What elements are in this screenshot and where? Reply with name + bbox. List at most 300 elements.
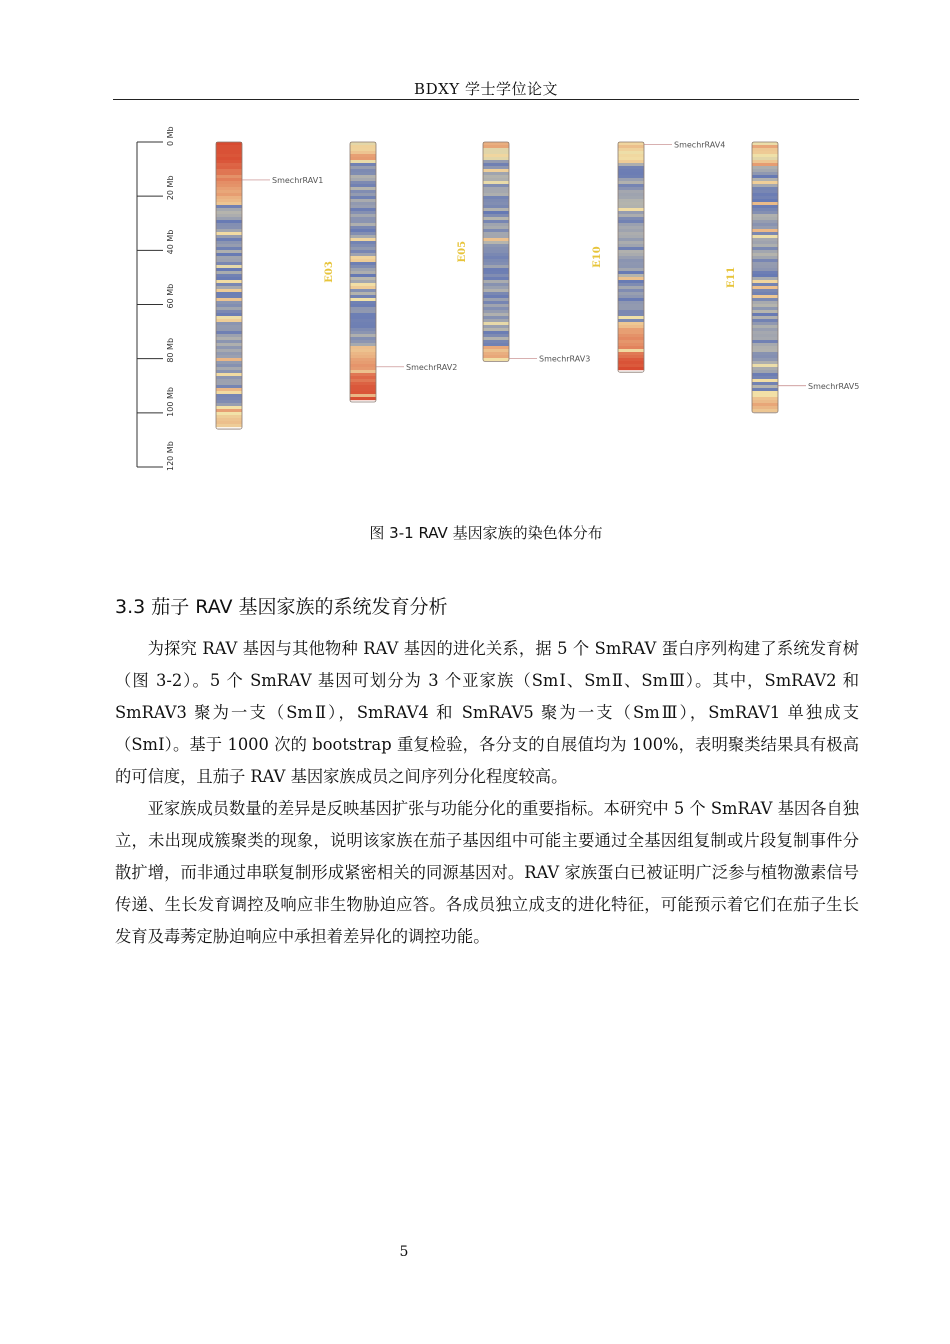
chromosome-band	[216, 361, 242, 364]
chromosome-band	[350, 226, 376, 229]
chromosome-band	[483, 151, 509, 154]
chromosome-band	[618, 298, 644, 301]
chromosome-band	[752, 172, 778, 175]
paragraph: 亚家族成员数量的差异是反映基因扩张与功能分化的重要指标。本研究中 5 个 SmRAV 基因各自独立，未出现成簇聚类的现象，说明该家族在茄子基因组中可能主要通过全基因组复制或片段复制事件分散扩增，而非通过串联复制形成紧密相关的同源基因对。RAV 家族蛋白已被证明广泛参与植物激素信号传递、生长发育调控及响应非生物胁迫应答。各成员独立成支的进化特征，可能预示着它们在茄子生长发育及毒莠定胁迫响应中承担着差异化的调控功能。	[115, 799, 859, 946]
chromosome-band	[752, 271, 778, 274]
chromosome-band	[752, 391, 778, 394]
chromosome-band	[752, 181, 778, 184]
chromosome-band	[350, 364, 376, 367]
chromosome-band	[216, 166, 242, 169]
chromosome-band	[752, 379, 778, 382]
chromosome-band	[483, 295, 509, 298]
chromosome-band	[752, 211, 778, 214]
chromosome-band	[216, 259, 242, 262]
chromosome-band	[752, 232, 778, 235]
chromosome-band	[216, 205, 242, 208]
chromosome-band	[350, 166, 376, 169]
chromosome-band	[216, 151, 242, 154]
chromosome-band	[752, 403, 778, 406]
chromosome-band	[216, 352, 242, 355]
chromosome-band	[752, 385, 778, 388]
chromosome-band	[350, 373, 376, 376]
chromosome-band	[618, 343, 644, 346]
chromosome-band	[752, 409, 778, 412]
chromosome-band	[483, 316, 509, 319]
chromosome-band	[216, 298, 242, 301]
chromosome-band	[216, 343, 242, 346]
chromosome-band	[216, 394, 242, 397]
chromosome-band	[483, 238, 509, 241]
chromosome-band	[618, 208, 644, 211]
chromosome-band	[350, 340, 376, 343]
chromosome-band	[618, 307, 644, 310]
chromosome-band	[483, 349, 509, 352]
chromosome-band	[618, 220, 644, 223]
chromosome-band	[618, 262, 644, 265]
chromosome-band	[618, 331, 644, 334]
chromosome-band	[752, 289, 778, 292]
chromosome-band	[618, 157, 644, 160]
chromosome-label: E11	[726, 266, 737, 289]
chromosome-band	[350, 286, 376, 289]
chromosome-band	[483, 331, 509, 334]
chromosome-band	[483, 187, 509, 190]
chromosome-band	[483, 319, 509, 322]
chromosome-band	[752, 151, 778, 154]
chromosome-band	[216, 424, 242, 427]
chromosome-band	[216, 244, 242, 247]
chromosome-band	[216, 385, 242, 388]
chromosome-band	[752, 400, 778, 403]
page-number: 5	[399, 1244, 409, 1260]
chromosome-band	[216, 367, 242, 370]
chromosome-band	[350, 337, 376, 340]
chromosome-band	[216, 370, 242, 373]
chromosome-band	[216, 346, 242, 349]
chromosome-band	[350, 331, 376, 334]
chromosome-band	[350, 253, 376, 256]
chromosome-band	[618, 277, 644, 280]
chromosome-band	[350, 265, 376, 268]
chromosome-band	[350, 145, 376, 148]
chromosome-band	[618, 259, 644, 262]
chromosome-band	[618, 361, 644, 364]
chromosome-band	[216, 379, 242, 382]
chromosome-band	[618, 268, 644, 271]
chromosome-band	[752, 322, 778, 325]
chromosome-band	[216, 202, 242, 205]
chromosome-band	[216, 322, 242, 325]
chromosome-band	[216, 253, 242, 256]
chromosome-band	[216, 154, 242, 157]
chromosome-band	[350, 367, 376, 370]
chromosome-band	[752, 316, 778, 319]
chromosome-band	[216, 223, 242, 226]
chromosome-band	[618, 316, 644, 319]
chromosome-band	[350, 160, 376, 163]
chromosome-band	[350, 187, 376, 190]
chromosome-band	[752, 358, 778, 361]
chromosome-band	[618, 172, 644, 175]
chromosome-band	[216, 247, 242, 250]
chromosome-band	[350, 169, 376, 172]
chromosome-band	[618, 154, 644, 157]
chromosome-band	[216, 199, 242, 202]
axis-tick-label: 60 Mb	[166, 283, 175, 309]
chromosome-band	[752, 208, 778, 211]
chromosome-band	[752, 163, 778, 166]
chromosome-band	[350, 370, 376, 373]
chromosome-band	[618, 337, 644, 340]
chromosome-band	[483, 193, 509, 196]
chromosome-band	[752, 259, 778, 262]
chromosome-band	[483, 244, 509, 247]
chromosome-band	[350, 172, 376, 175]
gene-label: SmechrRAV2	[406, 362, 458, 372]
chromosome-band	[618, 283, 644, 286]
chromosome-band	[483, 355, 509, 358]
chromosome-band	[350, 196, 376, 199]
chromosome-band	[618, 247, 644, 250]
chromosome-band	[216, 280, 242, 283]
chromosome-band	[350, 277, 376, 280]
chromosome-band	[216, 262, 242, 265]
chromosome-band	[618, 328, 644, 331]
chromosome-band	[752, 265, 778, 268]
chromosome-band	[483, 265, 509, 268]
chromosome-band	[483, 190, 509, 193]
chromosome-band	[216, 376, 242, 379]
chromosome-band	[216, 319, 242, 322]
gene-label: SmechrRAV1	[272, 175, 324, 185]
chromosome-band	[618, 214, 644, 217]
chromosome-band	[216, 286, 242, 289]
chromosome-band	[752, 142, 778, 145]
chromosome-label: E10	[592, 246, 603, 268]
chromosome-band	[216, 142, 242, 145]
chromosome-band	[216, 163, 242, 166]
chromosome-band	[216, 421, 242, 424]
chromosome-band	[483, 328, 509, 331]
chromosome-band	[483, 298, 509, 301]
chromosome-band	[350, 385, 376, 388]
chromosome-band	[350, 142, 376, 145]
chromosome-band	[216, 187, 242, 190]
chromosome-band	[483, 253, 509, 256]
chromosome-band	[216, 415, 242, 418]
chromosome-band	[350, 295, 376, 298]
chromosome-band	[216, 268, 242, 271]
chromosome-band	[216, 181, 242, 184]
chromosome-band	[618, 166, 644, 169]
chromosome-band	[350, 349, 376, 352]
chromosome-band	[483, 181, 509, 184]
chromosome-band	[483, 229, 509, 232]
chromosome-band	[752, 346, 778, 349]
chromosome-band	[752, 370, 778, 373]
chromosome-band	[483, 325, 509, 328]
chromosome-band	[216, 220, 242, 223]
chromosome-band	[350, 301, 376, 304]
chromosome-band	[216, 331, 242, 334]
chromosome-band	[483, 196, 509, 199]
chromosome-band	[216, 232, 242, 235]
chromosome-band	[752, 277, 778, 280]
chromosome-band	[752, 301, 778, 304]
chromosome-band	[752, 394, 778, 397]
chromosome-band	[350, 268, 376, 271]
chromosome-band	[216, 337, 242, 340]
chromosome-band	[618, 364, 644, 367]
chromosome-band	[350, 190, 376, 193]
chromosome-band	[752, 295, 778, 298]
chromosome-band	[350, 352, 376, 355]
chromosome-band	[216, 172, 242, 175]
chromosome-band	[350, 154, 376, 157]
chromosome-band	[350, 343, 376, 346]
chromosome-band	[618, 226, 644, 229]
chromosome-band	[752, 292, 778, 295]
chromosome-band	[216, 382, 242, 385]
chromosome-band	[350, 316, 376, 319]
chromosome-band	[752, 223, 778, 226]
chromosome-band	[752, 298, 778, 301]
chromosome-band	[216, 175, 242, 178]
chromosome-band	[350, 334, 376, 337]
chromosome-band	[216, 313, 242, 316]
chromosome-band	[216, 277, 242, 280]
chromosome-band	[752, 250, 778, 253]
chromosome-band	[752, 325, 778, 328]
chromosome-band	[752, 352, 778, 355]
chromosome-band	[483, 307, 509, 310]
chromosome-band	[752, 283, 778, 286]
chromosome-band	[483, 142, 509, 145]
chromosome-band	[752, 193, 778, 196]
chromosome-band	[350, 175, 376, 178]
chromosome-band	[752, 199, 778, 202]
chromosome-band	[483, 250, 509, 253]
chromosome-band	[483, 163, 509, 166]
chromosome-band	[752, 397, 778, 400]
chromosome-band	[350, 259, 376, 262]
chromosome-band	[483, 145, 509, 148]
chromosome-band	[752, 376, 778, 379]
chromosome-band	[618, 193, 644, 196]
chromosome-band	[216, 412, 242, 415]
chromosome-band	[483, 247, 509, 250]
chromosome-band	[483, 292, 509, 295]
chromosome-band	[752, 382, 778, 385]
chromosome-band	[216, 292, 242, 295]
chromosome-band	[483, 169, 509, 172]
chromosome-band	[483, 166, 509, 169]
header-rule	[113, 99, 859, 100]
chromosome-band	[350, 217, 376, 220]
chromosome-band	[216, 310, 242, 313]
figure-caption: 图 3-1 RAV 基因家族的染色体分布	[369, 524, 603, 542]
chromosome-band	[752, 313, 778, 316]
chromosome-band	[216, 364, 242, 367]
gene-label: SmechrRAV4	[674, 140, 726, 150]
chromosome-band	[350, 223, 376, 226]
chromosome-band	[618, 163, 644, 166]
chromosome-band	[752, 190, 778, 193]
chromosome-band	[618, 301, 644, 304]
chromosome-band	[483, 211, 509, 214]
chromosome-band	[752, 217, 778, 220]
chromosome-band	[752, 157, 778, 160]
axis-tick-label: 80 Mb	[166, 337, 175, 363]
chromosome-band	[216, 226, 242, 229]
chromosome-band	[216, 265, 242, 268]
chromosome-band	[618, 238, 644, 241]
chromosome-band	[350, 280, 376, 283]
chromosome-band	[216, 406, 242, 409]
chromosome-band	[752, 178, 778, 181]
chromosome-band	[350, 379, 376, 382]
chromosome-band	[483, 220, 509, 223]
chromosome-band	[618, 151, 644, 154]
chromosome-band	[483, 199, 509, 202]
chromosome-band	[350, 391, 376, 394]
chromosome-band	[752, 214, 778, 217]
chromosome-band	[483, 334, 509, 337]
chromosome-band	[752, 367, 778, 370]
chromosome-band	[350, 250, 376, 253]
chromosome-band	[618, 175, 644, 178]
chromosome-band	[752, 286, 778, 289]
chromosome-band	[216, 271, 242, 274]
chromosome-band	[752, 220, 778, 223]
chromosome-band	[618, 325, 644, 328]
chromosome-band	[216, 340, 242, 343]
chromosome-band	[350, 184, 376, 187]
chromosome-band	[752, 307, 778, 310]
chromosome-band	[216, 328, 242, 331]
chromosome-band	[752, 247, 778, 250]
chromosome-band	[483, 301, 509, 304]
chromosome-band	[350, 247, 376, 250]
chromosome-band	[752, 361, 778, 364]
chromosome-band	[618, 148, 644, 151]
chromosome-band	[752, 319, 778, 322]
chromosome-band	[216, 301, 242, 304]
chromosome-band	[618, 265, 644, 268]
chromosome-band	[483, 352, 509, 355]
chromosome-band	[216, 295, 242, 298]
chromosome-band	[350, 241, 376, 244]
chromosome-band	[618, 280, 644, 283]
chromosome-band	[350, 205, 376, 208]
chromosome-band	[752, 196, 778, 199]
chromosome-band	[483, 235, 509, 238]
chromosome-band	[618, 211, 644, 214]
chromosome-band	[350, 346, 376, 349]
chromosome-band	[752, 355, 778, 358]
chromosome-band	[483, 175, 509, 178]
chromosome-band	[216, 229, 242, 232]
chromosome-band	[350, 262, 376, 265]
chromosome-band	[752, 406, 778, 409]
chromosome-band	[752, 235, 778, 238]
section-title: 3.3 茄子 RAV 基因家族的系统发育分析	[115, 596, 448, 618]
gene-label: SmechrRAV3	[539, 354, 591, 364]
chromosome-band	[618, 241, 644, 244]
chromosome-band	[216, 409, 242, 412]
chromosome-band	[350, 232, 376, 235]
chromosome-band	[483, 226, 509, 229]
chromosome-band	[618, 286, 644, 289]
chromosome-band	[350, 283, 376, 286]
chromosome-band	[483, 241, 509, 244]
chromosome-band	[350, 361, 376, 364]
chromosome-band	[752, 337, 778, 340]
chromosome-band	[483, 268, 509, 271]
chromosome-band	[216, 316, 242, 319]
chromosome-band	[483, 271, 509, 274]
chromosome-band	[618, 358, 644, 361]
chromosome-band	[216, 178, 242, 181]
chromosome-band	[618, 160, 644, 163]
chromosome-band	[752, 229, 778, 232]
chromosome-band	[216, 289, 242, 292]
chromosome-band	[618, 184, 644, 187]
chromosome-band	[216, 358, 242, 361]
chromosome-band	[618, 256, 644, 259]
chromosome-band	[618, 142, 644, 145]
chromosome-band	[752, 202, 778, 205]
chromosome-band	[618, 232, 644, 235]
chromosome-band	[618, 190, 644, 193]
chromosome-band	[618, 367, 644, 370]
chromosome-band	[216, 355, 242, 358]
chromosome-band	[618, 271, 644, 274]
chromosome-band	[618, 187, 644, 190]
chromosome-band	[350, 163, 376, 166]
axis-tick-label: 20 Mb	[166, 175, 175, 201]
chromosome-band	[216, 190, 242, 193]
chromosome-band	[350, 220, 376, 223]
chromosome-band	[216, 196, 242, 199]
chromosome-band	[350, 304, 376, 307]
chromosome-band	[350, 244, 376, 247]
chromosome-band	[350, 271, 376, 274]
chromosome-band	[483, 358, 509, 361]
chromosome-band	[350, 313, 376, 316]
chromosome-band	[483, 184, 509, 187]
chromosome-band	[618, 178, 644, 181]
chromosome-band	[483, 208, 509, 211]
chromosome-band	[752, 274, 778, 277]
chromosome-band	[483, 232, 509, 235]
chromosome-band	[483, 205, 509, 208]
page-header: BDXY 学士学位论文	[414, 80, 558, 98]
chromosome-band	[216, 274, 242, 277]
chromosome-band	[752, 226, 778, 229]
chromosome-label: E03	[324, 261, 335, 283]
chromosome-band	[216, 403, 242, 406]
chromosome-band	[483, 217, 509, 220]
chromosome-band	[618, 292, 644, 295]
chromosome-band	[350, 178, 376, 181]
chromosome-band	[216, 349, 242, 352]
chromosome-band	[618, 181, 644, 184]
chromosome-band	[752, 187, 778, 190]
chromosome-band	[350, 157, 376, 160]
chromosome-band	[350, 181, 376, 184]
chromosome-band	[618, 235, 644, 238]
